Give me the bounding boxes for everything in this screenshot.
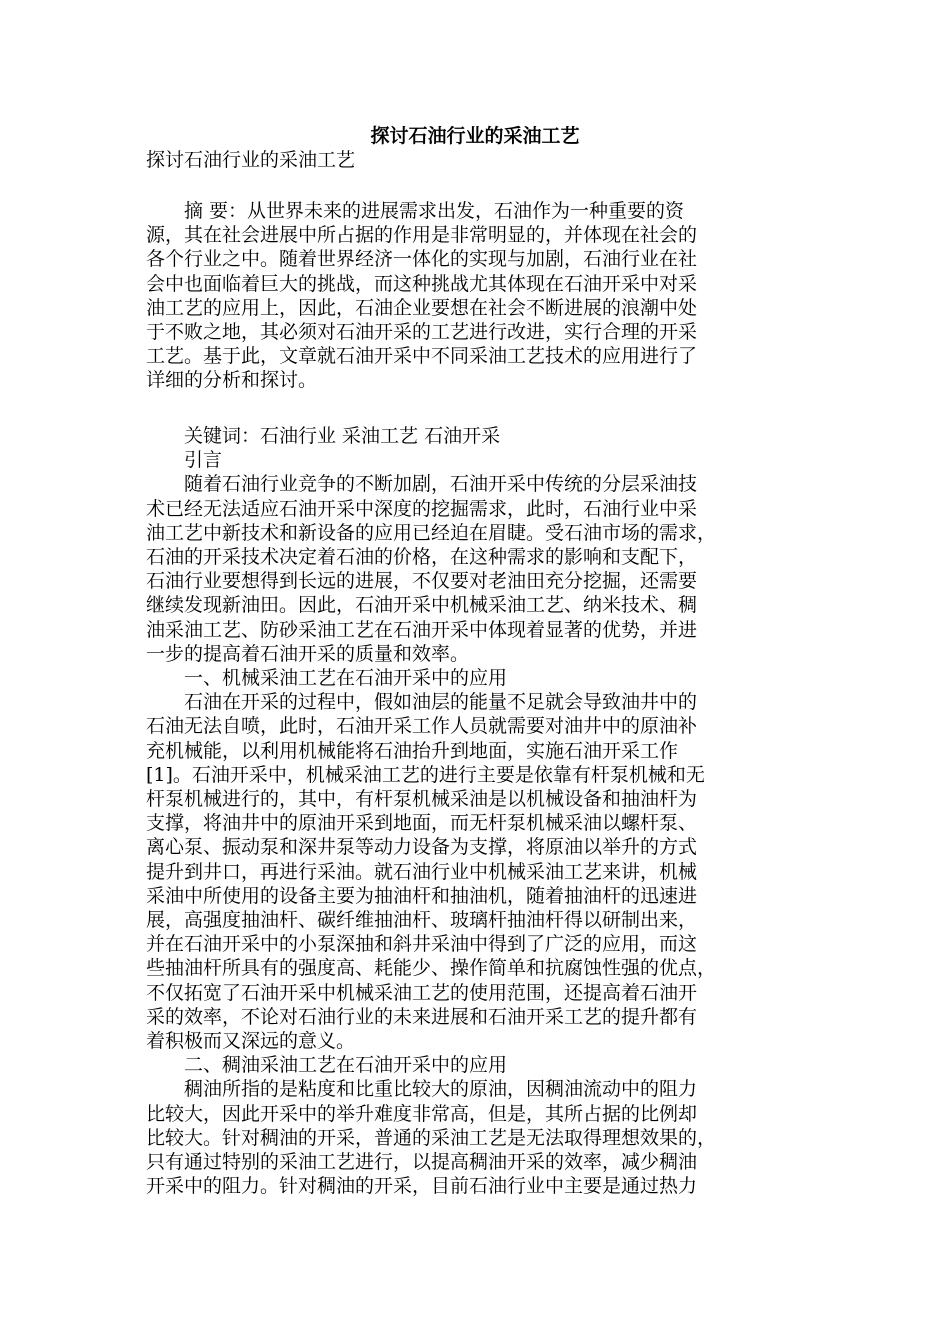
- body-line: 充机械能，以利用机械能将石油抬升到地面，实施石油开采工作: [146, 739, 679, 762]
- body-line: 各个行业之中。随着世界经济一体化的实现与加剧，石油行业在社: [146, 248, 698, 271]
- body-line: 杆泵机械进行的，其中，有杆泵机械采油是以机械设备和抽油杆为: [146, 788, 698, 810]
- body-line: 些抽油杆所具有的强度高、耗能少、操作简单和抗腐蚀性强的优点，: [146, 957, 717, 980]
- body-line: 采的效率，不论对石油行业的未来进展和石油开采工艺的提升都有: [146, 1005, 698, 1028]
- body-line: 比较大。针对稠油的开采，普通的采油工艺是无法取得理想效果的，: [146, 1126, 717, 1149]
- document-subtitle: 探讨石油行业的采油工艺: [146, 149, 356, 171]
- body-line: 一步的提高着石油开采的质量和效率。: [146, 642, 470, 665]
- body-line: 比较大，因此开采中的举升难度非常高，但是，其所占据的比例却: [146, 1102, 698, 1125]
- body-line: 二、稠油采油工艺在石油开采中的应用: [146, 1054, 508, 1077]
- body-line: 油工艺中新技术和新设备的应用已经迫在眉睫。受石油市场的需求，: [146, 521, 717, 544]
- body-line: 稠油所指的是粘度和比重比较大的原油，因稠油流动中的阻力: [146, 1078, 698, 1101]
- body-line: 离心泵、振动泵和深井泵等动力设备为支撑，将原油以举升的方式: [146, 836, 698, 859]
- body-line: 提升到井口，再进行采油。就石油行业中机械采油工艺来讲，机械: [146, 860, 698, 883]
- body-line: 支撑，将油井中的原油开采到地面，而无杆泵机械采油以螺杆泵、: [146, 812, 698, 835]
- body-line: 着积极而又深远的意义。: [146, 1030, 356, 1052]
- body-line: 继续发现新油田。因此，石油开采中机械采油工艺、纳米技术、稠: [146, 594, 698, 617]
- body-line: 关键词：石油行业 采油工艺 石油开采: [146, 425, 501, 447]
- body-line: 摘 要：从世界未来的进展需求出发，石油作为一种重要的资: [146, 200, 685, 222]
- body-line: 只有通过特别的采油工艺进行，以提高稠油开采的效率，减少稠油: [146, 1151, 698, 1173]
- body-line: 详细的分析和探讨。: [146, 369, 318, 392]
- body-line: 采油中所使用的设备主要为抽油杆和抽油机，随着抽油杆的迅速进: [146, 884, 698, 907]
- body-line: 不仅拓宽了石油开采中机械采油工艺的使用范围，还提高着石油开: [146, 981, 698, 1004]
- body-line: 油工艺的应用上，因此，石油企业要想在社会不断进展的浪潮中处: [146, 296, 698, 319]
- body-line: 会中也面临着巨大的挑战，而这种挑战尤其体现在石油开采中对采: [146, 272, 698, 295]
- body-line: 油采油工艺、防砂采油工艺在石油开采中体现着显著的优势，并进: [146, 618, 698, 641]
- document-title: 探讨石油行业的采油工艺: [370, 125, 580, 147]
- body-line: 石油无法自喷，此时，石油开采工作人员就需要对油井中的原油补: [146, 715, 698, 738]
- body-line: 石油在开采的过程中，假如油层的能量不足就会导致油井中的: [146, 691, 698, 714]
- body-line: 一、机械采油工艺在石油开采中的应用: [146, 667, 508, 689]
- body-line: 引言: [146, 449, 223, 472]
- body-line: 随着石油行业竞争的不断加剧，石油开采中传统的分层采油技: [146, 473, 698, 496]
- body-line: 并在石油开采中的小泵深抽和斜井采油中得到了广泛的应用，而这: [146, 933, 698, 956]
- body-line: [1]。石油开采中，机械采油工艺的进行主要是依靠有杆泵机械和无: [146, 763, 705, 786]
- body-line: 开采中的阻力。针对稠油的开采，目前石油行业中主要是通过热力: [146, 1175, 698, 1198]
- body-line: 工艺。基于此，文章就石油开采中不同采油工艺技术的应用进行了: [146, 345, 698, 368]
- body-line: 于不败之地，其必须对石油开采的工艺进行改进，实行合理的开采: [146, 321, 698, 343]
- body-line: 术已经无法适应石油开采中深度的挖掘需求，此时，石油行业中采: [146, 497, 698, 520]
- body-line: 石油的开采技术决定着石油的价格，在这种需求的影响和支配下，: [146, 546, 698, 568]
- body-line: 石油行业要想得到长远的进展，不仅要对老油田充分挖掘，还需要: [146, 570, 698, 593]
- body-line: 展，高强度抽油杆、碳纤维抽油杆、玻璃杆抽油杆得以研制出来，: [146, 909, 698, 931]
- body-line: 源，其在社会进展中所占据的作用是非常明显的，并体现在社会的: [146, 224, 698, 247]
